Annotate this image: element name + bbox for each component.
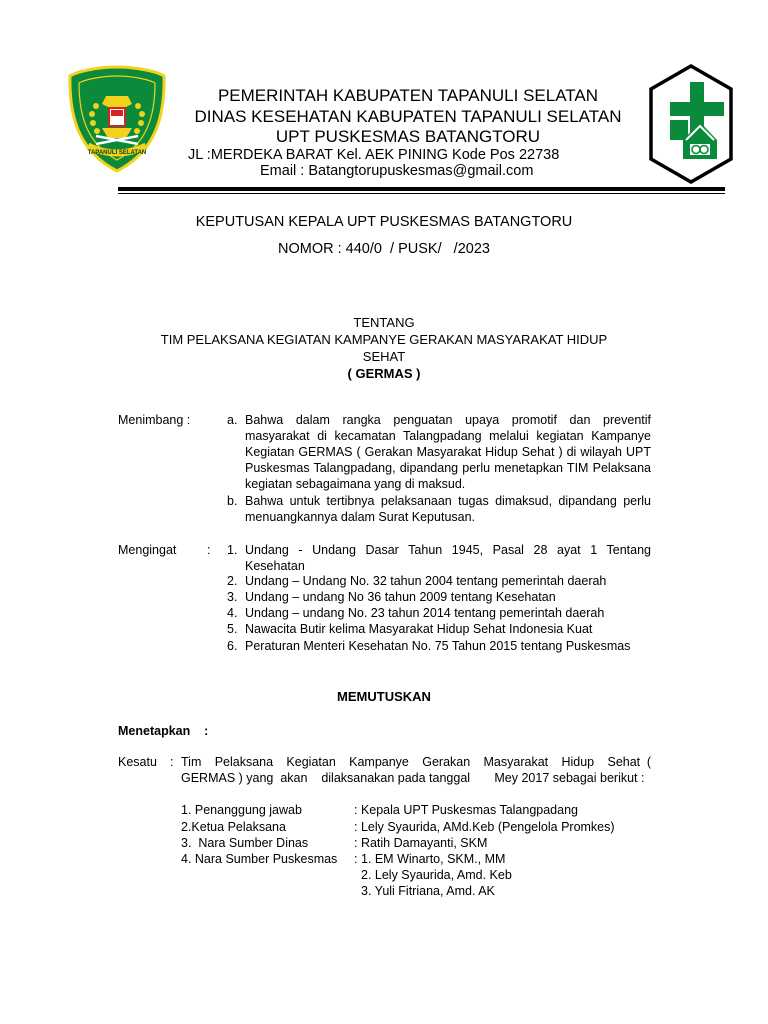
menimbang-item-a: Bahwa dalam rangka penguatan upaya promotif dan preventif masyarakat di kecamatan Talangpadang melalui kegiatan Kampanye Kegiatan GERMAS ( Gerakan Masyarakat Hidup Sehat ) di wilayah UPT Puskesmas Talangpadang, dipandang perlu menetapkan TIM Pelaksana kegiatan sebagaimana yang di maksud. <box>245 413 651 491</box>
kesatu-row-value: : Lely Syaurida, AMd.Keb (Pengelola Promkes) <box>354 820 615 834</box>
mengingat-marker: 2. <box>227 574 238 588</box>
mengingat-item: Nawacita Butir kelima Masyarakat Hidup Sehat Indonesia Kuat <box>245 622 593 636</box>
mengingat-colon: : <box>207 543 211 557</box>
memutuskan-heading: MEMUTUSKAN <box>337 689 431 704</box>
mengingat-item: Peraturan Menteri Kesehatan No. 75 Tahun 2015 tentang Puskesmas <box>245 639 631 653</box>
menimbang-marker-b: b. <box>227 494 238 508</box>
mengingat-marker: 6. <box>227 639 238 653</box>
header-line-1: PEMERINTAH KABUPATEN TAPANULI SELATAN <box>217 86 599 105</box>
kesatu-row-label: 3. Nara Sumber Dinas <box>181 836 309 850</box>
header-address: JL :MERDEKA BARAT Kel. AEK PINING Kode Pos 22738 <box>188 147 560 163</box>
kesatu-row-label: 4. Nara Sumber Puskesmas <box>181 852 338 866</box>
kesatu-label: Kesatu <box>118 755 157 769</box>
mengingat-marker: 5. <box>227 622 238 636</box>
kesatu-row-label: 2.Ketua Pelaksana <box>181 820 286 834</box>
kesatu-row-value: : 1. EM Winarto, SKM., MM <box>354 852 506 866</box>
kesatu-colon: : <box>170 755 174 769</box>
logo-banner-text: TAPANULI SELATAN <box>87 150 147 156</box>
header-line-3: UPT PUSKESMAS BATANGTORU <box>275 127 541 146</box>
decree-title: KEPUTUSAN KEPALA UPT PUSKESMAS BATANGTORU <box>195 214 573 230</box>
mengingat-item: Undang - Undang Dasar Tahun 1945, Pasal 28 ayat 1 Tentang Kesehatan <box>245 543 651 573</box>
mengingat-item: Undang – undang No. 23 tahun 2014 tentang pemerintah daerah <box>245 606 605 620</box>
kesatu-row-value: : Kepala UPT Puskesmas Talangpadang <box>354 803 578 817</box>
mengingat-marker: 3. <box>227 590 238 604</box>
mengingat-item: Undang – Undang No. 32 tahun 2004 tentang pemerintah daerah <box>245 574 607 588</box>
menimbang-label: Menimbang : <box>118 413 191 427</box>
puskesmas-logo <box>648 64 734 184</box>
header-line-2: DINAS KESEHATAN KABUPATEN TAPANULI SELATAN <box>194 107 622 126</box>
mengingat-marker: 1. <box>227 543 238 557</box>
tentang-line-1: TIM PELAKSANA KEGIATAN KAMPANYE GERAKAN MASYARAKAT HIDUP <box>160 332 608 347</box>
menimbang-marker-a: a. <box>227 413 238 427</box>
menimbang-item-b: Bahwa untuk tertibnya pelaksanaan tugas dimaksud, dipandang perlu menuangkannya dalam Surat Keputusan. <box>245 494 651 524</box>
kesatu-row-label: 1. Penanggung jawab <box>181 803 302 817</box>
decree-number: NOMOR : 440/0 / PUSK/ /2023 <box>278 241 490 257</box>
mengingat-item: Undang – undang No 36 tahun 2009 tentang Kesehatan <box>245 590 556 604</box>
mengingat-marker: 4. <box>227 606 238 620</box>
kesatu-text: Tim Pelaksana Kegiatan Kampanye Gerakan Masyarakat Hidup Sehat ( GERMAS ) yang akan dilaksanakan pada tanggal Mey 2017 sebagai berikut : <box>181 755 655 785</box>
mengingat-label: Mengingat <box>118 543 177 557</box>
kesatu-row-value: 3. Yuli Fitriana, Amd. AK <box>361 884 495 898</box>
kesatu-row-value: 2. Lely Syaurida, Amd. Keb <box>361 868 512 882</box>
kesatu-row-value: : Ratih Damayanti, SKM <box>354 836 488 850</box>
tentang-label: TENTANG <box>353 315 415 330</box>
tentang-line-2: SEHAT <box>362 349 406 364</box>
menetapkan-label: Menetapkan : <box>118 724 209 738</box>
header-email: Email : Batangtorupuskesmas@gmail.com <box>260 163 534 179</box>
header-rule-thick <box>118 187 725 191</box>
header-rule-thin <box>118 193 725 194</box>
tentang-line-3: ( GERMAS ) <box>347 366 421 381</box>
kabupaten-logo <box>66 64 168 174</box>
